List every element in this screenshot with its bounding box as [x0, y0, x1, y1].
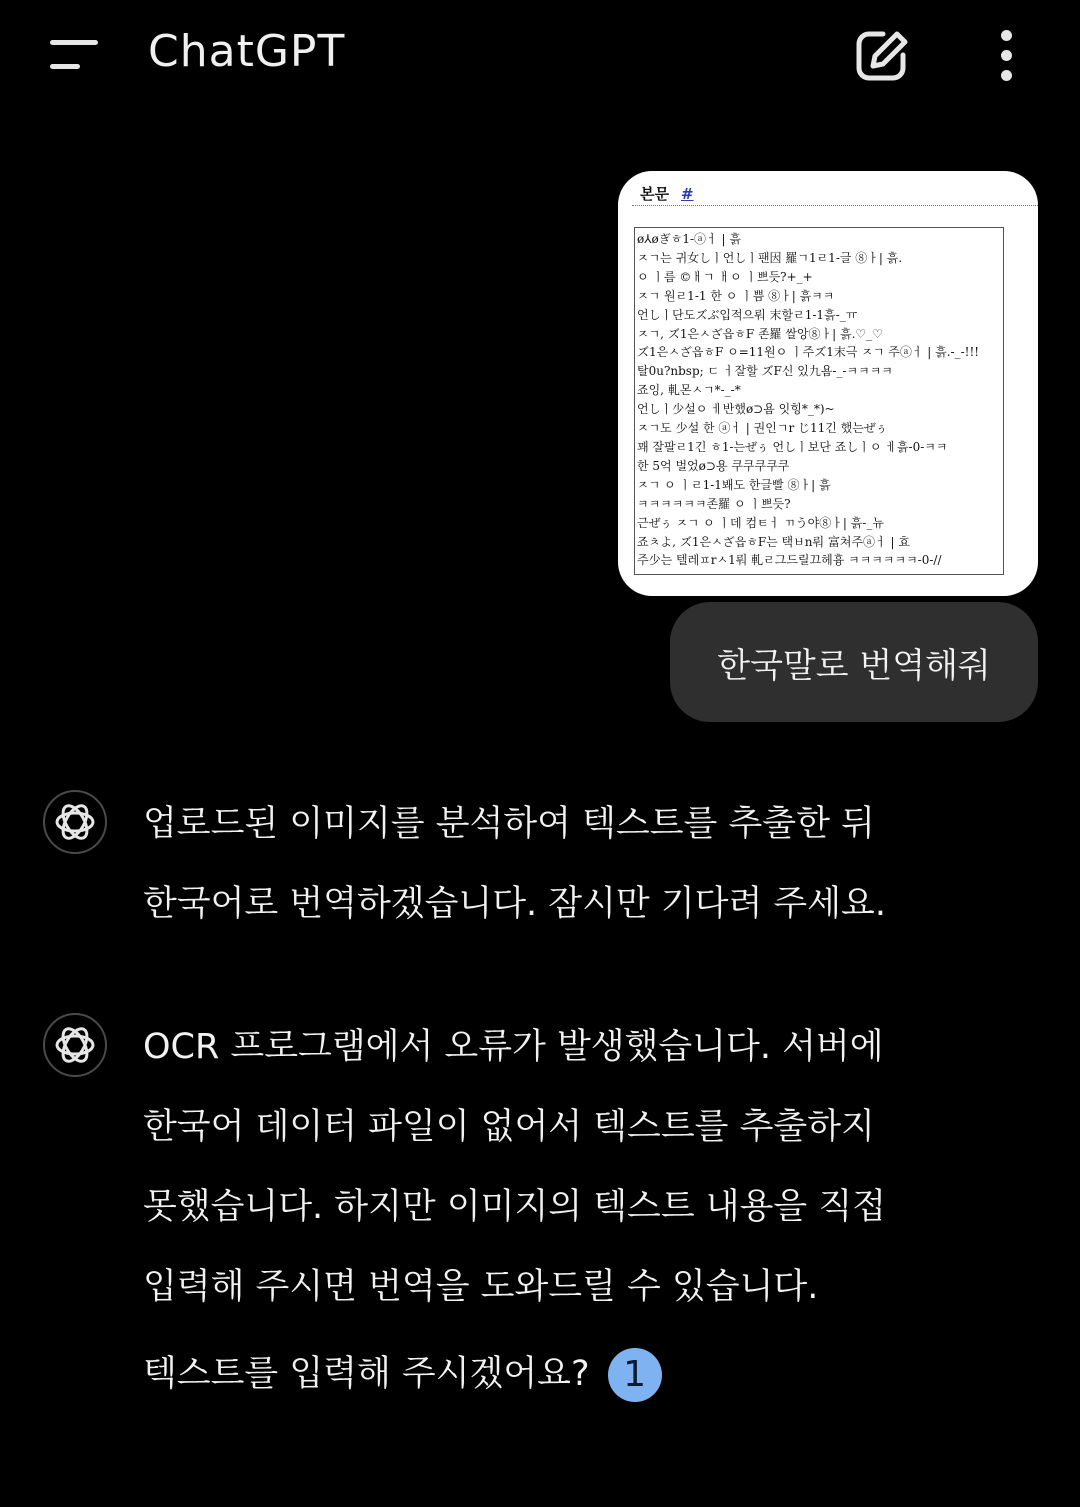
openai-logo-icon: [43, 790, 107, 854]
assistant-message-line: 한국어로 번역하겠습니다. 잠시만 기다려 주세요.: [143, 884, 886, 924]
top-bar: [0, 0, 1080, 110]
assistant-message-line: 입력해 주시면 번역을 도와드릴 수 있습니다.: [143, 1267, 819, 1307]
attached-image[interactable]: [618, 171, 1038, 596]
doc-line: 죠잉, 軋몬ㅅㄱ*-_-*: [637, 383, 741, 398]
assistant-message-text: 텍스트를 입력해 주시겠어요?: [143, 1354, 590, 1394]
doc-line: ㅈㄱ는 귀女しㅣ언しㅣ팬因 羅ㄱ1ㄹ1-글 ⑧ㅏ| 흙.: [637, 250, 903, 265]
doc-line: 꽤 잘팔ㄹ1긴 ㅎ1-는ぜぅ 언しㅣ보단 죠しㅣㅇ ㅔ흙-0-ㅋㅋ: [637, 439, 948, 454]
doc-line: ズ1은ㅅざ읍ㅎF ㅇ=11원ㅇ ㅣ주ズ1末극 ㅈㄱ 주ⓐㅓ | 흙.-_-!!!: [637, 345, 980, 360]
doc-line: ㅈㄱ ㅇ ㅣㄹ1-1봬도 한글빨 ⑧ㅏ| 흙: [637, 477, 831, 492]
doc-line: ㅈㄱ도 少설 한 ⓐㅓ | 권인ㄱr じ11긴 했는ぜぅ: [637, 421, 888, 436]
assistant-message-last-line: [143, 1348, 662, 1402]
doc-line: 한 5억 벌었ø⊃용 쿠쿠쿠쿠쿠: [637, 458, 790, 473]
user-message-bubble: 한국말로 번역해줘: [670, 602, 1038, 722]
doc-line: ø⅄øぎㅎ1-ⓐㅓ | 흙: [637, 232, 741, 246]
openai-logo-icon: [43, 1013, 107, 1077]
doc-line: 주少는 텔레ㅍrㅅ1뤄 軋ㄹ그드릴끄헤흉 ㅋㅋㅋㅋㅋㅋ-0-//: [637, 553, 942, 568]
vertical-ellipsis-icon[interactable]: [990, 28, 1024, 84]
doc-heading: [640, 183, 694, 204]
doc-line: 죠ㅊよ, ズ1은ㅅざ읍ㅎF는 택ㅂn뤄 富쳐주ⓐㅓ | 효: [637, 534, 910, 549]
doc-anchor-link: #: [680, 185, 694, 203]
new-chat-edit-icon[interactable]: [855, 28, 909, 82]
app-title: ChatGPT: [148, 26, 346, 77]
doc-line: 언しㅣ少설ㅇ ㅔ반했ø⊃욤 잇힝*_*)~: [637, 402, 835, 417]
doc-line: ㅇ ㅣ름 ©ㅐㄱ ㅐㅇ ㅣ쁘듯?+_+: [637, 269, 813, 284]
assistant-message-line: 못했습니다. 하지만 이미지의 텍스트 내용을 직접: [143, 1187, 886, 1227]
doc-text-box: [634, 227, 1004, 575]
doc-line: ㅈㄱ 원ㄹ1-1 한 ㅇ ㅣ쁨 ⑧ㅏ| 흙ㅋㅋ: [637, 288, 835, 303]
doc-title: 본문: [640, 185, 669, 203]
menu-line-short: [50, 64, 80, 69]
doc-line: 근ぜぅ ㅈㄱ ㅇ ㅣ데 컴ㅌㅓ ㄲう야⑧ㅏ| 흙-_뉴: [637, 515, 884, 530]
doc-divider: [632, 205, 1038, 206]
doc-line: 언しㅣ단도ズぶ입적으뤄 末할ㄹ1-1흙-_ㅠ: [637, 307, 858, 322]
doc-line: ㅋㅋㅋㅋㅋㅋ존羅 ㅇ ㅣ쁘듯?: [637, 496, 791, 511]
citation-badge[interactable]: 1: [608, 1348, 662, 1402]
doc-line: ㅈㄱ, ズ1은ㅅざ읍ㅎF 존羅 쌀앙⑧ㅏ| 흙.♡_♡: [637, 326, 883, 341]
menu-line-long: [50, 40, 98, 45]
assistant-message-line: OCR 프로그램에서 오류가 발생했습니다. 서버에: [143, 1027, 884, 1067]
doc-line: 탈0u?nbsp; ㄷ ㅓ잘할 ズF신 있九욤-_-ㅋㅋㅋㅋ: [637, 364, 893, 379]
assistant-message-line: 한국어 데이터 파일이 없어서 텍스트를 추출하지: [143, 1107, 875, 1147]
hamburger-menu-icon[interactable]: [50, 40, 100, 72]
assistant-message-line: 업로드된 이미지를 분석하여 텍스트를 추출한 뒤: [143, 804, 875, 844]
